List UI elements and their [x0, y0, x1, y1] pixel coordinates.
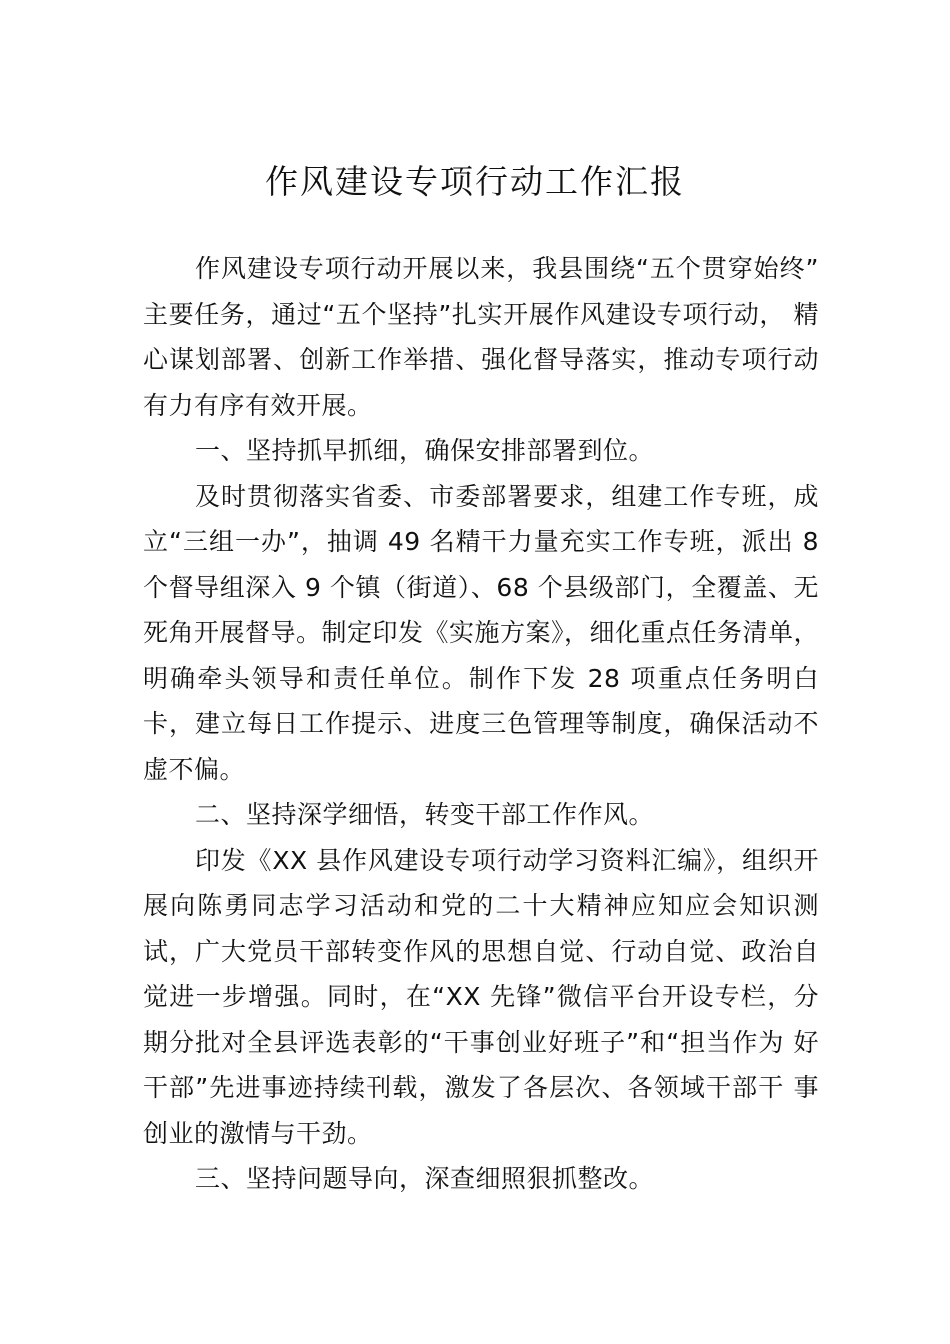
section-1-heading: 一、坚持抓早抓细，确保安排部署到位。: [195, 436, 655, 465]
section-3-heading: 三、坚持问题导向，深查细照狠抓整改。: [195, 1164, 655, 1193]
section-1-paragraph: 及时贯彻落实省委、市委部署要求，组建工作专班，成立“三组一办”，抽调 49 名精干力量充实工作专班，派出 8 个督导组深入 9 个镇（街道）、68 个县级部门，全覆盖、无死角开展督导。制定印发《实施方案》，细化重点任务清单，明确牵头领导和责任单位。制作下发 28 项重点任务明白卡，建立每日工作提示、进度三色管理等制度，确保活动不虚不偏。: [143, 481, 820, 784]
section-2-paragraph: 印发《XX 县作风建设专项行动学习资料汇编》，组织开展向陈勇同志学习活动和党的二十大精神应知应会知识测 试，广大党员干部转变作风的思想自觉、行动自觉、政治自觉进一步增强。同时，在“XX 先锋”微信平台开设专栏，分期分批对全县评选表彰的“干事创业好班子”和“担当作为 好干部”先进事迹持续刊载，激发了各层次、各领域干部干 事创业的激情与干劲。: [143, 845, 819, 1148]
document-title: 作风建设专项行动工作汇报: [265, 162, 685, 201]
document-body: [143, 246, 819, 1202]
section-2-heading: 二、坚持深学细悟，转变干部工作作风。: [195, 800, 655, 829]
intro-paragraph: 作风建设专项行动开展以来，我县围绕“五个贯穿始终” 主要任务，通过“五个坚持”扎实开展作风建设专项行动， 精心谋划部署、创新工作举措、强化督导落实，推动专项行动有力有序有效开展。: [143, 254, 819, 420]
